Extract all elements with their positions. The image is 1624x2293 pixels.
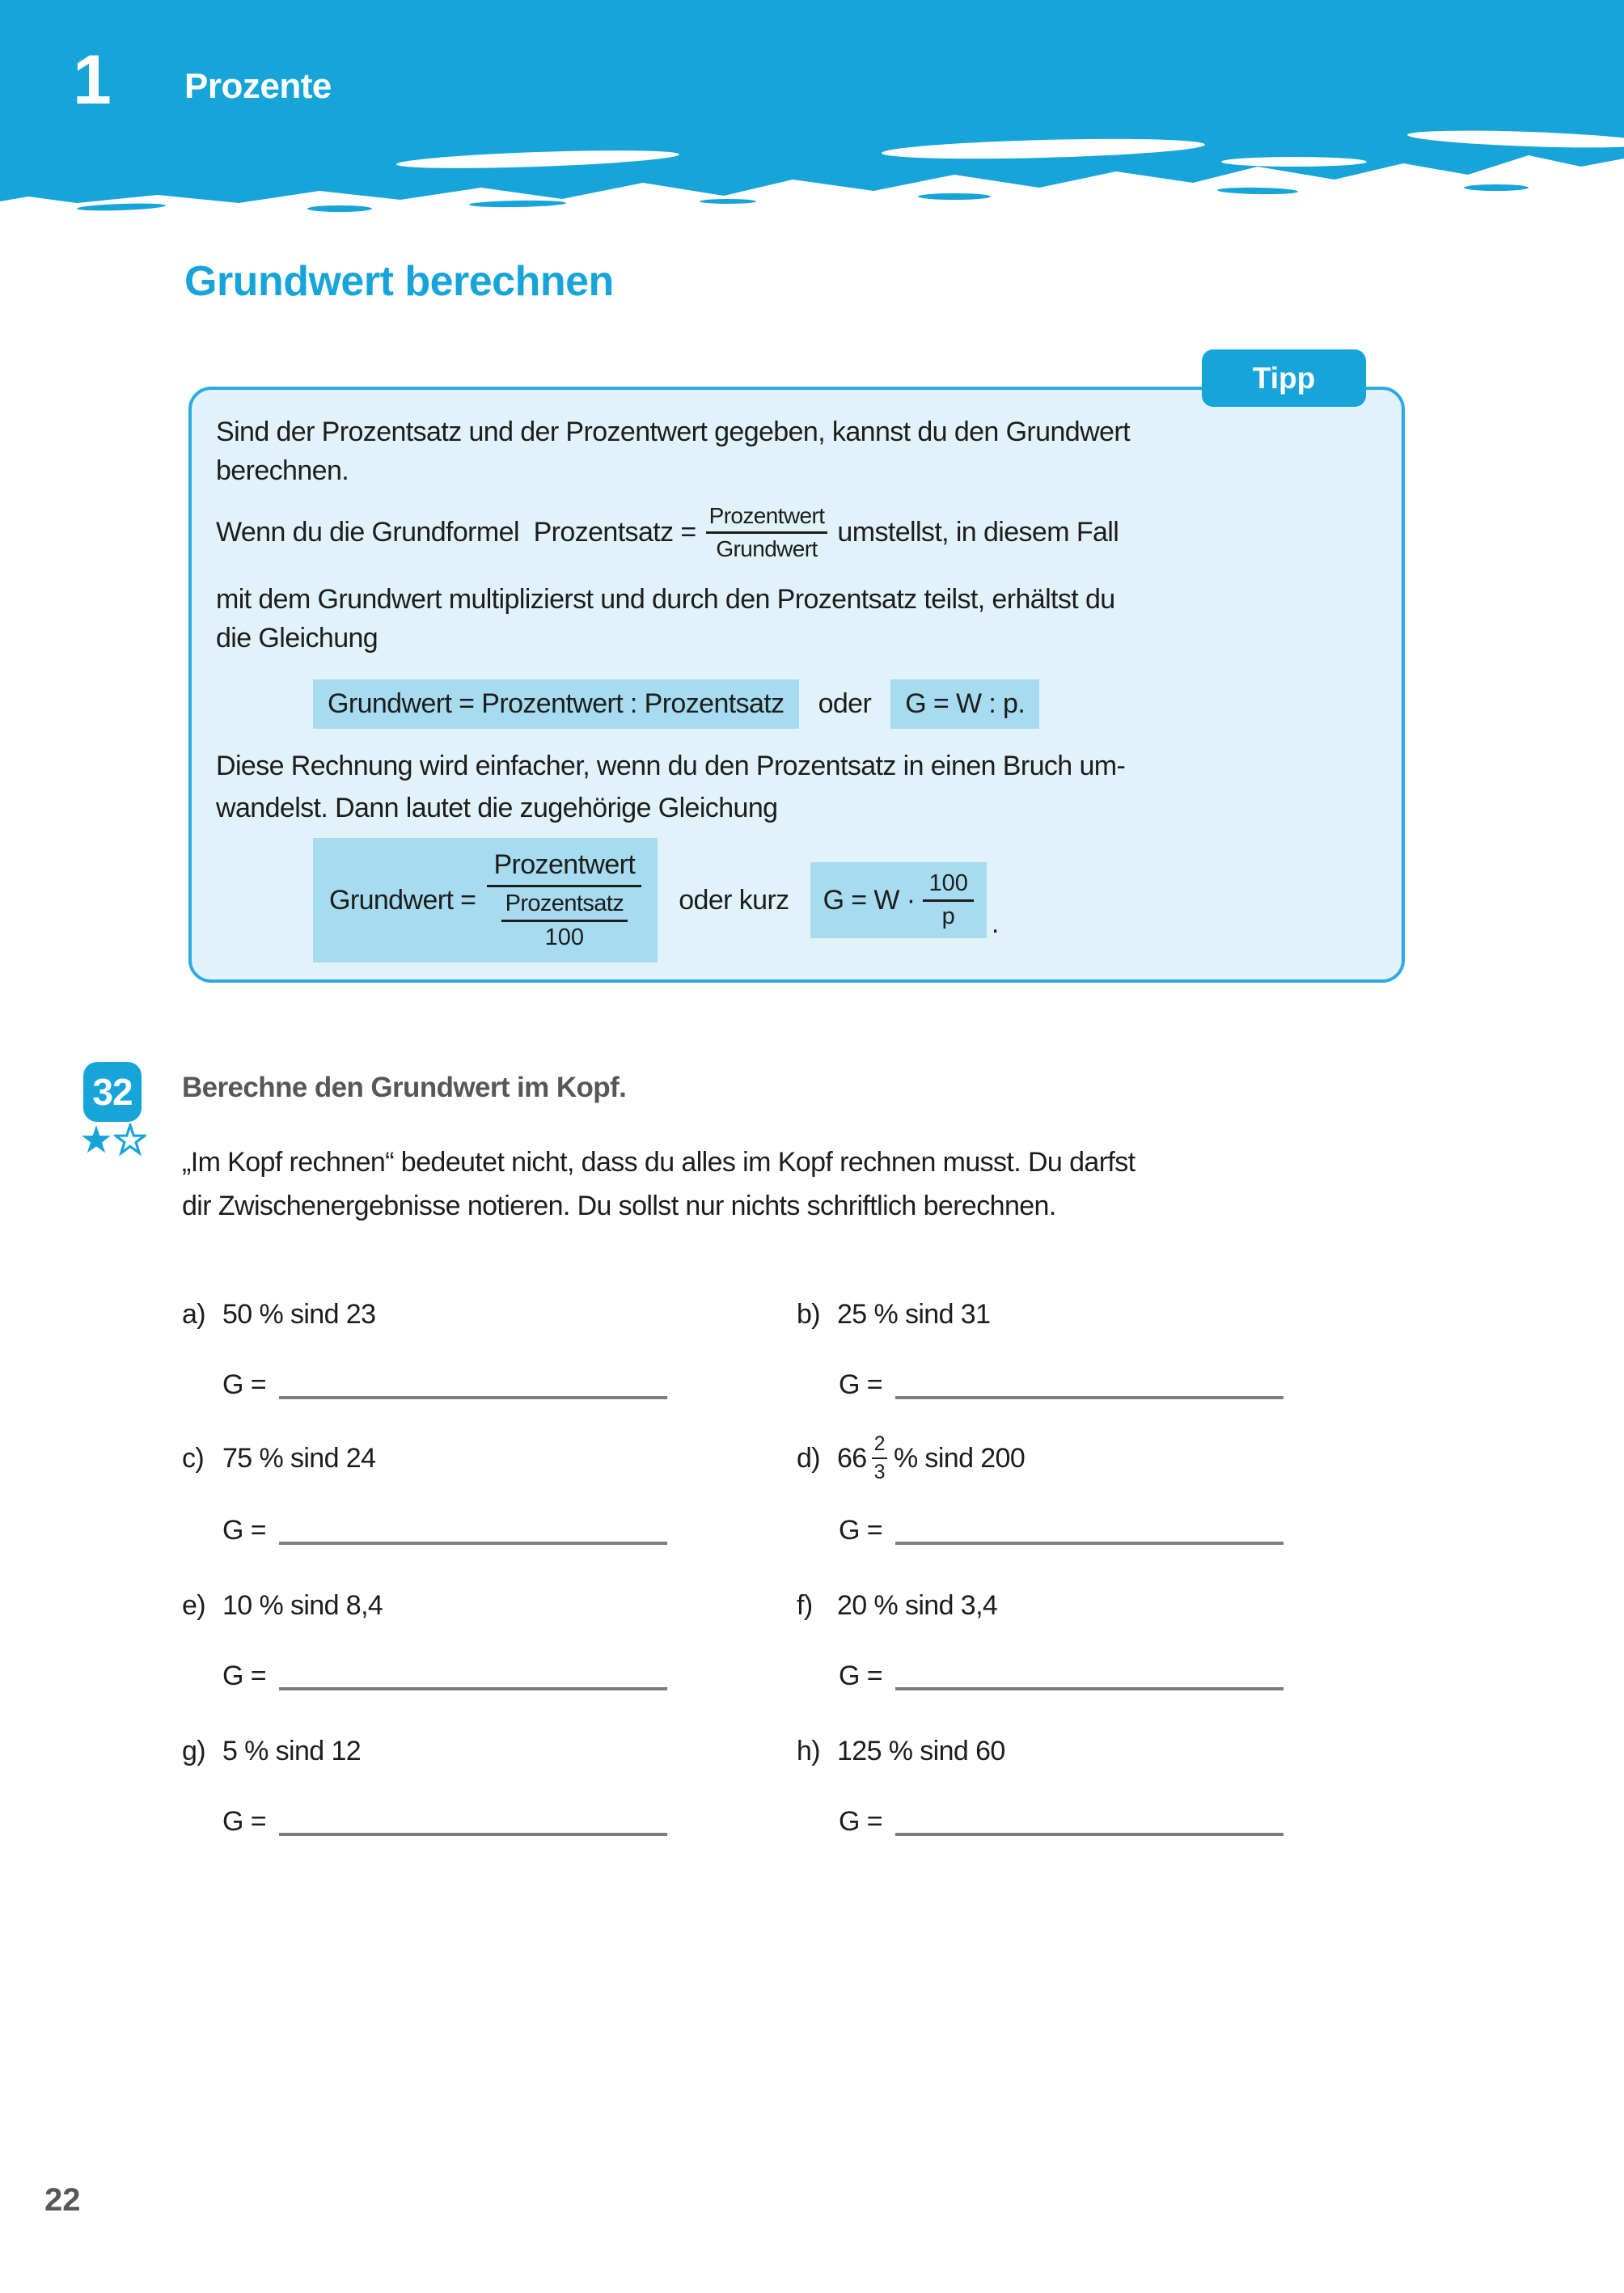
fraction-100-p — [923, 870, 973, 930]
item-text: 125 % sind 60 — [837, 1735, 1005, 1766]
answer-blank-line — [895, 1542, 1284, 1545]
equation-grundwert-highlight: Grundwert = Prozentwert : Prozentsatz — [313, 679, 799, 729]
answer-blank-line — [895, 1687, 1284, 1690]
item-text: 50 % sind 23 — [222, 1298, 376, 1330]
exercise-item-c — [182, 1426, 375, 1491]
item-text: 25 % sind 31 — [837, 1298, 991, 1330]
tip-tab — [1202, 349, 1366, 407]
equation-lhs: Grundwert = — [329, 884, 476, 916]
exercise-number: 32 — [92, 1071, 133, 1113]
answer-row-h — [839, 1806, 1284, 1838]
chapter-title: Prozente — [184, 66, 332, 106]
star-outline-icon — [114, 1123, 146, 1156]
tip-text-line: mit dem Grundwert multiplizierst und durch den Prozentsatz teilst, erhältst du — [216, 584, 1115, 615]
equation-short-prefix: G = W · — [823, 884, 916, 916]
tip-text-line: Sind der Prozentsatz und der Prozentwert gegeben, kannst du den Grundwert — [216, 417, 1130, 447]
exercise-title: Berechne den Grundwert im Kopf. — [182, 1072, 627, 1103]
answer-blank-line — [279, 1687, 667, 1690]
fraction-numerator: 2 — [872, 1432, 887, 1459]
exercise-intro-line: „Im Kopf rechnen“ bedeutet nicht, dass du alles im Kopf rechnen musst. Du darfst — [182, 1147, 1136, 1178]
item-text: 20 % sind 3,4 — [837, 1589, 998, 1621]
item-label: c) — [182, 1442, 205, 1474]
answer-row-b — [839, 1369, 1284, 1401]
tip-box — [188, 387, 1405, 983]
equation-short-fraction-highlight — [810, 862, 987, 938]
fraction-denominator: 3 — [873, 1461, 885, 1483]
answer-blank-line — [279, 1833, 667, 1836]
answer-prefix: G = — [222, 1515, 266, 1546]
item-label: e) — [182, 1589, 206, 1621]
answer-row-c — [222, 1515, 667, 1546]
star-filled-icon — [80, 1123, 112, 1156]
tip-text-line: die Gleichung — [216, 623, 379, 654]
exercise-item-e — [182, 1573, 383, 1638]
tip-text-line-with-fraction — [216, 497, 1119, 567]
answer-blank-line — [895, 1396, 1284, 1399]
exercise-intro-line: dir Zwischenergebnisse notieren. Du sollst nur nichts schriftlich berechnen. — [182, 1191, 1056, 1221]
fraction-numerator: 100 — [923, 870, 973, 902]
fraction-prozentwert-grundwert — [706, 503, 828, 562]
item-text: 75 % sind 24 — [222, 1442, 376, 1474]
item-label: a) — [182, 1298, 206, 1330]
exercise-item-a — [182, 1282, 375, 1347]
equation-connector: oder — [818, 688, 872, 719]
page-number: 22 — [44, 2182, 81, 2218]
equation-big-fraction-highlight — [313, 838, 658, 962]
inner-fraction-denominator: 100 — [544, 924, 585, 950]
inner-fraction-numerator: Prozentsatz — [501, 891, 628, 922]
tip-tab-label: Tipp — [1252, 361, 1316, 395]
header-brush-band — [0, 0, 1624, 214]
equation-period: . — [991, 908, 1000, 939]
tip-text-line: berechnen. — [216, 455, 349, 486]
exercise-item-h — [797, 1719, 1005, 1783]
item-label: h) — [797, 1735, 821, 1766]
answer-prefix: G = — [839, 1806, 882, 1837]
item-text: % sind 200 — [893, 1442, 1026, 1474]
answer-row-g — [222, 1806, 667, 1838]
answer-blank-line — [279, 1542, 667, 1545]
nested-fraction-numerator: Prozentwert — [487, 849, 641, 887]
answer-prefix: G = — [839, 1369, 882, 1400]
item-text: 10 % sind 8,4 — [222, 1589, 383, 1621]
item-label: f) — [797, 1589, 813, 1621]
fraction-two-thirds — [872, 1432, 887, 1484]
answer-prefix: G = — [839, 1661, 882, 1691]
exercise-number-badge — [83, 1062, 142, 1122]
exercise-item-d — [797, 1426, 1025, 1491]
equation-row-1 — [313, 679, 1039, 729]
item-label: g) — [182, 1735, 206, 1766]
equation-short-highlight: G = W : p. — [890, 679, 1039, 729]
tip-text-line: wandelst. Dann lautet die zugehörige Gleichung — [216, 793, 778, 823]
equation-row-2 — [313, 848, 999, 953]
fraction-denominator: Grundwert — [716, 535, 818, 561]
answer-prefix: G = — [222, 1369, 266, 1400]
fraction-denominator: p — [941, 903, 955, 929]
tip-text-line: Diese Rechnung wird einfacher, wenn du den Prozentsatz in einen Bruch um- — [216, 751, 1126, 781]
exercise-item-g — [182, 1719, 361, 1783]
answer-blank-line — [279, 1396, 667, 1399]
answer-row-d — [839, 1515, 1284, 1546]
answer-prefix: G = — [222, 1806, 266, 1837]
tip-formula-suffix: umstellst, in diesem Fall — [837, 516, 1119, 548]
exercise-item-f — [797, 1573, 997, 1638]
answer-row-e — [222, 1661, 667, 1692]
item-text: 66 — [837, 1442, 867, 1474]
item-text: 5 % sind 12 — [222, 1735, 362, 1766]
fraction-numerator: Prozentwert — [706, 503, 828, 534]
equation-connector: oder kurz — [679, 884, 789, 916]
chapter-number: 1 — [73, 41, 111, 119]
section-title: Grundwert berechnen — [184, 258, 614, 305]
nested-fraction-denominator — [501, 891, 628, 951]
nested-fraction — [487, 849, 641, 951]
answer-prefix: G = — [839, 1515, 882, 1546]
answer-row-a — [222, 1369, 667, 1401]
item-label: b) — [797, 1298, 821, 1330]
exercise-item-b — [797, 1282, 990, 1347]
difficulty-stars — [80, 1123, 146, 1156]
answer-blank-line — [895, 1833, 1284, 1836]
tip-formula-prefix: Wenn du die Grundformel Prozentsatz = — [216, 516, 696, 548]
answer-row-f — [839, 1661, 1284, 1692]
item-label: d) — [797, 1442, 821, 1474]
answer-prefix: G = — [222, 1661, 266, 1691]
